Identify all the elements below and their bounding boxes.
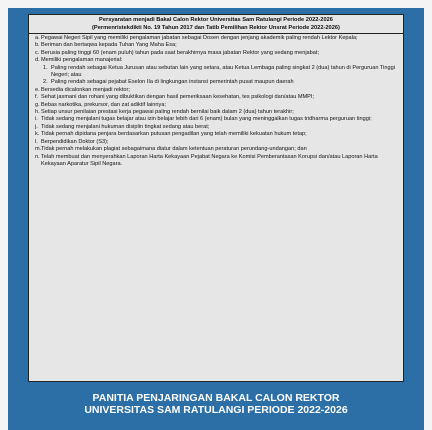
item-text: Tidak sedang menjalani tugas belajar atau izin belajar lebih dari 6 (enam) bulan yang meninggalkan tugas tridharma perguruan tinggi; — [41, 116, 372, 123]
item-text: Tidak pernah melakukan plagiat sebagaimana diatur dalam ketentuan peraturan perundang-undangan; dan — [41, 146, 307, 153]
item-marker: k. — [35, 131, 40, 138]
item-text: Tidak sedang menjalani hukuman disiplin tingkat sedang atau berat; — [41, 123, 210, 130]
requirement-item — [35, 87, 397, 94]
item-text: Setiap unsur penilaian prestasi kerja pegawai paling rendah bernilai baik dalam 2 (dua) tahun terakhir; — [41, 109, 294, 116]
requirement-item — [35, 50, 397, 57]
requirement-item — [35, 131, 397, 138]
requirements-panel — [28, 14, 404, 382]
requirement-item — [35, 109, 397, 116]
item-text: Bebas narkotika, prekursor, dan zat adiktif lainnya; — [41, 101, 166, 108]
item-text: Beriman dan bertaqwa kepada Tuhan Yang Maha Esa; — [41, 42, 177, 49]
item-text: Berusia paling tinggi 60 (enam puluh) tahun pada saat berakhirnya masa jabatan Rektor yang sedang menjabat; — [41, 49, 320, 56]
item-text: Sehat jasmani dan rohani yang dibuktikan dengan hasil pemeriksaan kesehatan, tes psikologi dan/atau MMPI; — [41, 94, 315, 101]
requirement-item — [35, 154, 397, 169]
subitem-text: Paling rendah sebagai pejabat Eselon IIa di lingkungan instansi pemerintah pusat maupun daerah — [51, 79, 294, 86]
item-marker: h. — [35, 109, 40, 116]
item-marker: d. — [35, 57, 40, 64]
requirement-item — [35, 124, 397, 131]
requirements-list — [29, 34, 403, 168]
requirement-item — [35, 94, 397, 101]
item-text: Berpendidikan Doktor (S3); — [41, 138, 109, 145]
requirement-subitem — [35, 65, 397, 80]
item-marker: i. — [35, 116, 38, 123]
item-marker: j. — [35, 123, 38, 130]
item-text: Bersedia dicalonkan menjadi rektor; — [41, 86, 130, 93]
item-marker: l. — [35, 138, 38, 145]
item-marker: e. — [35, 86, 40, 93]
item-marker: a. — [35, 35, 40, 41]
subitem-marker: 2. — [43, 79, 48, 86]
subitem-text: Paling rendah sebagai Ketua Jurusan atau sebutan lain yang setara, atau Ketua Lembaga paling singkat 2 (dua) tahun di Perguruan Tinggi Negeri; atau — [51, 64, 395, 79]
header-subtitle: (Permenristekdikti No. 19 Tahun 2017 dan Tatib Pemilihan Rektor Unsrat Periode 2022-2026) — [92, 25, 340, 31]
item-text: Memiliki pengalaman manajerial: — [41, 57, 123, 64]
item-marker: n. — [35, 153, 40, 160]
item-marker: g. — [35, 101, 40, 108]
requirement-item — [35, 139, 397, 146]
subitem-marker: 1. — [43, 64, 48, 71]
requirement-item — [35, 116, 397, 123]
item-marker: m. — [35, 146, 42, 153]
requirement-item — [35, 57, 397, 64]
requirement-subitem — [35, 79, 397, 86]
item-marker: c. — [35, 49, 40, 56]
requirement-item — [35, 42, 397, 49]
item-text: Telah membuat dan menyerahkan Laporan Harta Kekayaan Pejabat Negara ke Komisi Pemberantasan Korupsi dan/atau Laporan Harta Kekayaan Aparatur Sipil Negara. — [41, 153, 378, 167]
header-title: Persyaratan menjadi Bakal Calon Rektor Universitas Sam Ratulangi Periode 2022-2026 — [99, 17, 333, 23]
requirement-item — [35, 146, 397, 153]
requirement-item — [35, 35, 397, 42]
item-marker: f. — [35, 94, 39, 101]
item-text: Tidak pernah dipidana penjara berdasarkan putusan pengadilan yang telah memiliki kekuatan hukum tetap; — [41, 131, 307, 138]
item-marker: b. — [35, 42, 40, 49]
requirements-header — [29, 15, 403, 34]
poster — [8, 8, 424, 430]
footer-line-2: UNIVERSITAS SAM RATULANGI PERIODE 2022-2026 — [84, 404, 348, 416]
committee-footer — [8, 392, 424, 416]
footer-line-1: PANITIA PENJARINGAN BAKAL CALON REKTOR — [92, 392, 340, 404]
item-text: Pegawai Negeri Sipil yang memiliki pengalaman jabatan sebagai Dosen dengan jenjang akademik paling rendah Lektor Kepala; — [41, 35, 358, 41]
requirement-item — [35, 102, 397, 109]
